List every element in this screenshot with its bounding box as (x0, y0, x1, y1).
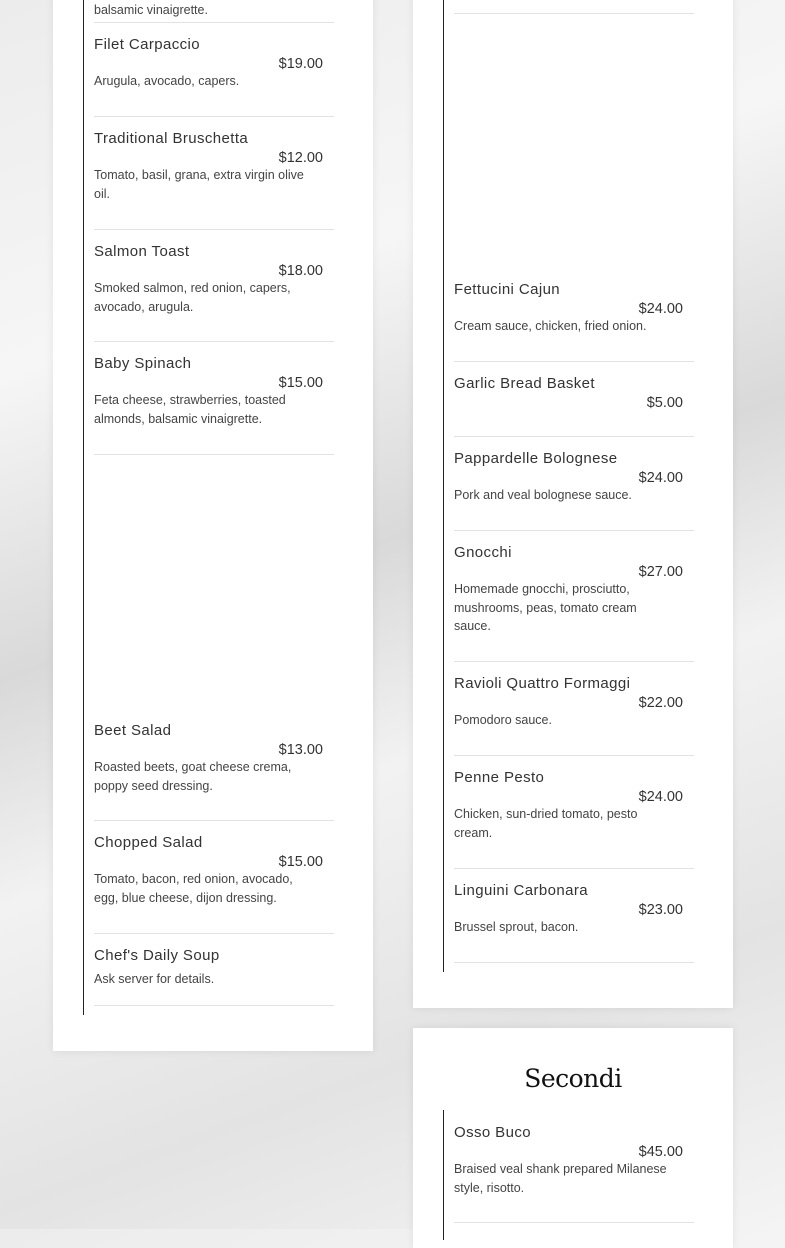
item-separator (454, 13, 694, 14)
item-separator (94, 341, 334, 342)
menu-item-description: Feta cheese, strawberries, toasted almonds, balsamic vinaigrette. (94, 393, 286, 426)
item-separator (94, 454, 334, 455)
menu-item-name: Pappardelle Bolognese (454, 450, 618, 467)
menu-item-price: $23.00 (638, 902, 683, 918)
item-separator (454, 661, 694, 662)
menu-item-name: Penne Pesto (454, 769, 545, 786)
menu-item-name: Salmon Toast (94, 243, 190, 260)
menu-item-price: $24.00 (638, 789, 683, 805)
menu-item-description: Roasted beets, goat cheese crema, poppy seed dressing. (94, 760, 292, 793)
item-separator (94, 820, 334, 821)
menu-item-price: $12.00 (278, 150, 323, 166)
item-separator (454, 1222, 694, 1223)
menu-item-price: $22.00 (638, 695, 683, 711)
item-separator (94, 116, 334, 117)
menu-item-name: Traditional Bruschetta (94, 130, 249, 147)
menu-item-price: $5.00 (646, 395, 683, 411)
menu-item-description: Pomodoro sauce. (454, 713, 552, 727)
menu-item-name: Ravioli Quattro Formaggi (454, 675, 631, 692)
menu-item-price: $19.00 (278, 56, 323, 72)
menu-item-price: $24.00 (638, 470, 683, 486)
menu-item-description: Pork and veal bolognese sauce. (454, 488, 632, 502)
menu-item-description: Tomato, basil, grana, extra virgin olive oil. (94, 168, 304, 201)
menu-item-description: Smoked salmon, red onion, capers, avocado, arugula. (94, 281, 291, 314)
item-separator (454, 962, 694, 963)
item-separator (94, 229, 334, 230)
left-divider-line (83, 0, 84, 1015)
menu-item-name: Fettucini Cajun (454, 281, 561, 298)
partial-description: balsamic vinaigrette. (94, 3, 208, 17)
item-separator (94, 1005, 334, 1006)
item-separator (454, 361, 694, 362)
menu-item-price: $15.00 (278, 854, 323, 870)
secondi-divider-line (443, 1110, 444, 1240)
menu-item-description: Ask server for details. (94, 972, 215, 986)
menu-item-price: $18.00 (278, 263, 323, 279)
menu-item-price: $27.00 (638, 564, 683, 580)
menu-item-name: Filet Carpaccio (94, 36, 201, 53)
menu-item-price: $13.00 (278, 742, 323, 758)
menu-item-description: Arugula, avocado, capers. (94, 74, 240, 88)
menu-item-name: Osso Buco (454, 1124, 531, 1141)
item-separator (454, 755, 694, 756)
menu-item-name: Linguini Carbonara (454, 882, 588, 899)
menu-item-price: $15.00 (278, 375, 323, 391)
item-separator (94, 22, 334, 23)
menu-item-name: Chopped Salad (94, 834, 203, 851)
item-separator (94, 933, 334, 934)
menu-item-description: Cream sauce, chicken, fried onion. (454, 319, 647, 333)
menu-item-name: Beet Salad (94, 722, 172, 739)
menu-item-name: Gnocchi (454, 544, 512, 561)
menu-item-description: Braised veal shank prepared Milanese style, risotto. (454, 1162, 667, 1195)
menu-item-name: Baby Spinach (94, 355, 192, 372)
menu-item-description: Tomato, bacon, red onion, avocado, egg, blue cheese, dijon dressing. (94, 872, 293, 905)
menu-item-name: Chef's Daily Soup (94, 947, 220, 964)
right-divider-line (443, 0, 444, 972)
section-title-secondi: Secondi (524, 1064, 622, 1093)
item-separator (454, 530, 694, 531)
menu-item-description: Chicken, sun-dried tomato, pesto cream. (454, 807, 638, 840)
menu-item-description: Brussel sprout, bacon. (454, 920, 579, 934)
menu-item-price: $45.00 (638, 1144, 683, 1160)
item-separator (454, 868, 694, 869)
menu-item-description: Homemade gnocchi, prosciutto, mushrooms, peas, tomato cream sauce. (454, 582, 637, 633)
menu-item-name: Garlic Bread Basket (454, 375, 595, 392)
menu-item-price: $24.00 (638, 301, 683, 317)
item-separator (454, 436, 694, 437)
